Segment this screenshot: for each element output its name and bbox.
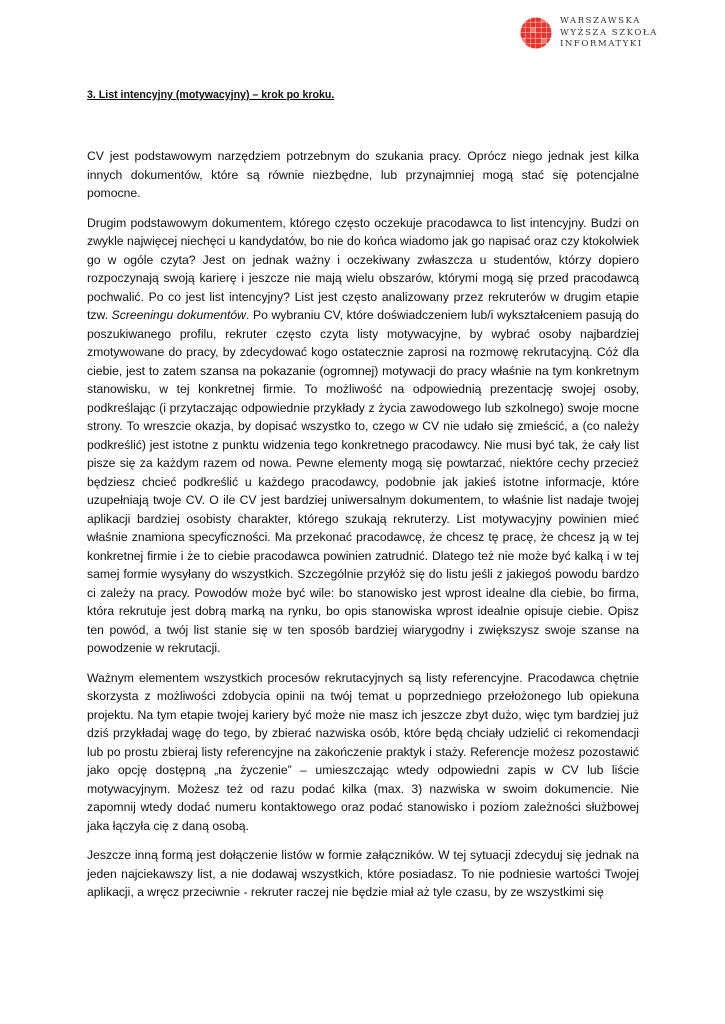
logo-tile	[531, 44, 536, 49]
paragraph-2-emphasis: Screeningu dokumentów	[111, 308, 246, 322]
logo-tile	[531, 23, 536, 28]
logo-tile	[536, 39, 541, 44]
logo-tile	[520, 39, 525, 44]
logo-tile	[525, 33, 530, 38]
logo-tile	[525, 39, 530, 44]
logo-tile	[531, 28, 536, 33]
logo-tile	[536, 23, 541, 28]
logo-mosaic-icon	[520, 17, 552, 49]
logo-line-1: WARSZAWSKA	[560, 16, 641, 26]
logo-tile	[531, 39, 536, 44]
logo-tile	[536, 33, 541, 38]
logo-text	[560, 16, 658, 51]
logo-tile	[531, 17, 536, 22]
logo-tile	[520, 17, 525, 22]
paragraph-4: Jeszcze inną formą jest dołączenie listów w formie załączników. W tej sytuacji zdecyduj się jednak na jeden najciekawszy list, a nie dodawaj wszystkich, które posiadasz. To nie podniesie wartości Twojej aplikacji, a wręcz przeciwnie - rekruter raczej nie będzie miał aż tyle czasu, by ze wszystkimi się	[87, 848, 639, 899]
logo-tile	[531, 33, 536, 38]
section-heading: 3. List intencyjny (motywacyjny) – krok po kroku.	[87, 89, 335, 101]
logo-tile	[541, 17, 546, 22]
logo-tile	[520, 28, 525, 33]
logo-line-2: WYŻSZA SZKOŁA	[560, 27, 658, 38]
logo-tile	[547, 23, 552, 28]
logo-tile	[525, 23, 530, 28]
logo-tile	[536, 17, 541, 22]
logo-tile	[536, 28, 541, 33]
logo-tile	[547, 17, 552, 22]
document-body	[87, 88, 639, 913]
logo-tile	[541, 33, 546, 38]
logo-tile	[520, 23, 525, 28]
university-logo	[520, 16, 658, 51]
logo-tile	[541, 39, 546, 44]
logo-tile	[547, 39, 552, 44]
logo-tile	[541, 23, 546, 28]
paragraph-3: Ważnym elementem wszystkich procesów rekrutacyjnych są listy referencyjne. Pracodawca chętnie skorzysta z możliwości zdobycia opinii na twój temat u poprzedniego przełożonego lub opiekuna projektu. Na tym etapie twojej kariery być może nie masz ich jeszcze zbyt dużo, więc tym bardziej już dziś przykładaj wagę do tego, by zbierać nazwiska osób, które będą chciały udzielić ci rekomendacji lub po prostu zbieraj listy referencyjne na zakończenie praktyk i staży. Referencje możesz pozostawić jako opcję dostępną „na życzenie” – umieszczając wtedy odpowiedni zapis w CV lub liście motywacyjnym. Możesz też od razu podać kilka (max. 3) nazwiska w swoim dokumencie. Nie zapomnij wtedy dodać numeru kontaktowego oraz podać stanowisko i poziom zależności służbowej jaka łączyła cię z daną osobą.	[87, 670, 639, 833]
logo-line-3: INFORMATYKI	[560, 39, 643, 49]
paragraph-2-part-1: Drugim podstawowym dokumentem, którego często oczekuje pracodawca to list intencyjny. Budzi on zwykle najwięcej niechęci u kandydatów, bo nie do końca wiadomo jak go napisać oraz czy ktokolwiek go w ogóle czyta? Jest on jednak ważny i oczekiwany zwłaszcza u studentów, którzy dopiero rozpoczynają swoją karierę i jeszcze nie mają wielu obszarów, którymi mogą się przed pracodawcą pochwalić. Po co jest list intencyjny? List jest często analizowany przez rekruterów w drugim etapie tzw.	[87, 215, 639, 322]
logo-tile	[536, 44, 541, 49]
paragraph-2-part-2: . Po wybraniu CV, które doświadczeniem lub/i wykształceniem pasują do poszukiwanego profilu, rekruter często czyta listy motywacyjne, by wybrać osoby najbardziej zmotywowane do pracy, by zdecydować kogo ostatecznie zaprosi na rozmowę rekrutacyjną. Cóż dla ciebie, jest to zatem szansa na pokazanie (ogromnej) motywacji do pracy właśnie na tym konkretnym stanowisku, w tej konkretnej firmie. To możliwość na odpowiednią prezentację swojej osoby, podkreślając (i przytaczając odpowiednie przykłady z życia zawodowego lub szkolnego) swoje mocne strony. To wreszcie okazja, by dopisać wszystko to, czego w CV nie udało się zmieścić, a (co należy podkreślić) jest istotne z punktu widzenia tego konkretnego pracodawcy. Nie musi być tak, że cały list pisze się za każdym razem od nowa. Pewne elementy mogą się powtarzać, niektóre cechy przecież będziesz chcieć podkreślić u każdego pracodawcy, podobnie jak jakieś istotne informacje, które uzupełniają twoje CV. O ile CV jest bardziej uniwersalnym dokumentem, to właśnie list nadaje twojej aplikacji bardziej osobisty charakter, którego szukają rekruterzy. List motywacyjny powinien mieć właśnie znamiona specyficzności. Ma przekonać pracodawcę, że chcesz tę pracę, że chcesz ją w tej konkretnej firmie i że to ciebie pracodawca powinien zatrudnić. Dlatego też nie może być kalką i w tej samej formie wysyłany do wszystkich. Szczególnie przyłóż się do listu jeśli z jakiegoś powodu bardzo ci zależy na pracy. Powodów może być wile: bo stanowisko jest wprost idealne dla ciebie, bo firma, która rekrutuje jest dobrą marką na rynku, bo opis stanowiska wprost idealnie opisuje ciebie. Opisz ten powód, a twój list stanie się w ten sposób bardziej wiarygodny i zwiększysz swoje szanse na powodzenie w rekrutacji.	[87, 308, 639, 655]
logo-tile	[541, 44, 546, 49]
logo-tile	[541, 28, 546, 33]
logo-tile	[525, 44, 530, 49]
logo-tile	[520, 44, 525, 49]
logo-tile	[547, 44, 552, 49]
paragraph-1: CV jest podstawowym narzędziem potrzebnym do szukania pracy. Oprócz niego jednak jest kilka innych dokumentów, które są równie niezbędne, lub przynajmniej mogą stać się potencjalne pomocne.	[87, 149, 639, 200]
logo-tile	[547, 33, 552, 38]
logo-tile	[520, 33, 525, 38]
logo-tile	[525, 28, 530, 33]
paragraph-2	[87, 214, 639, 658]
logo-tile	[525, 17, 530, 22]
logo-tile	[547, 28, 552, 33]
